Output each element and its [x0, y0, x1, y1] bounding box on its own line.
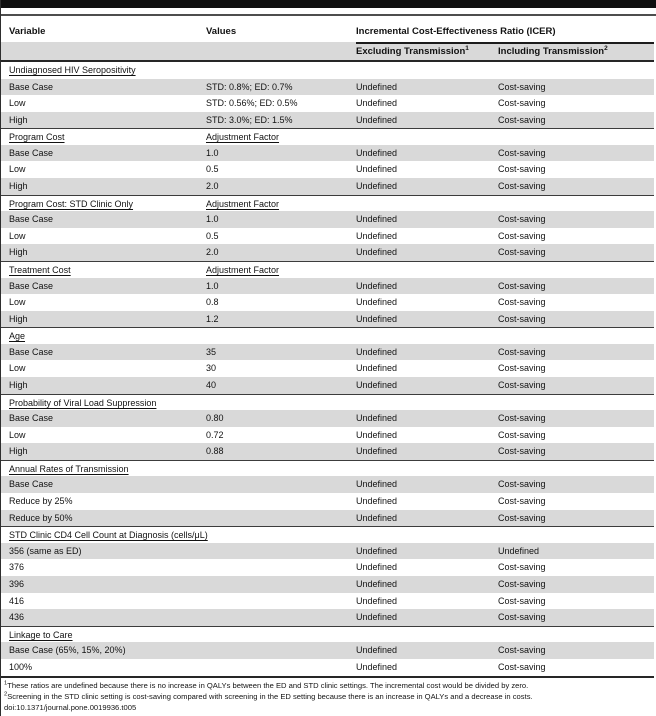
cell-including-transmission: Cost-saving: [498, 446, 546, 457]
cell-variable: Base Case: [9, 346, 54, 357]
cell-variable: High: [9, 446, 28, 457]
cell-value: 40: [206, 379, 217, 390]
cell-excluding-transmission: Undefined: [356, 512, 398, 523]
cell-excluding-transmission: Undefined: [356, 346, 398, 357]
section-row: [1, 62, 654, 79]
cell-variable: Base Case: [9, 479, 54, 490]
section-title: Annual Rates of Transmission: [9, 463, 129, 474]
cell-excluding-transmission: Undefined: [356, 230, 398, 241]
cell-variable: Base Case: [9, 280, 54, 291]
cell-variable: 356 (same as ED): [9, 545, 82, 556]
table-row: [1, 344, 654, 361]
cell-value: 0.8: [206, 297, 219, 308]
table-body: [1, 62, 656, 675]
cell-including-transmission: Cost-saving: [498, 379, 546, 390]
table-row: [1, 244, 654, 261]
table-row: [1, 228, 654, 245]
section-title: STD Clinic CD4 Cell Count at Diagnosis (cells/μL): [9, 530, 208, 541]
cell-including-transmission: Cost-saving: [498, 429, 546, 440]
cell-excluding-transmission: Undefined: [356, 297, 398, 308]
cell-variable: High: [9, 181, 28, 192]
cell-variable: Low: [9, 230, 26, 241]
table-row: [1, 476, 654, 493]
table-row: [1, 79, 654, 96]
cell-excluding-transmission: Undefined: [356, 661, 398, 672]
column-header-values: Values: [206, 26, 237, 37]
table-row: [1, 161, 654, 178]
table-row: [1, 278, 654, 295]
footnote-line: $^2$Screening in the STD clinic setting is cost-saving compared with screening in the ED setting because there is an increase in QALYs and a decrease in costs.: [4, 691, 533, 702]
cell-value: 0.72: [206, 429, 224, 440]
cell-variable: High: [9, 247, 28, 258]
cell-variable: Low: [9, 164, 26, 175]
cell-excluding-transmission: Undefined: [356, 114, 398, 125]
top-rule: [1, 14, 656, 16]
section-row: [1, 526, 654, 543]
cell-including-transmission: Cost-saving: [498, 661, 546, 672]
cell-variable: 436: [9, 612, 25, 623]
cell-value: 2.0: [206, 247, 219, 258]
cell-including-transmission: Cost-saving: [498, 346, 546, 357]
cell-value: 0.5: [206, 230, 219, 241]
cell-excluding-transmission: Undefined: [356, 313, 398, 324]
table-row: [1, 576, 654, 593]
cell-excluding-transmission: Undefined: [356, 429, 398, 440]
table-row: [1, 311, 654, 328]
cell-excluding-transmission: Undefined: [356, 363, 398, 374]
section-title: Linkage to Care: [9, 629, 73, 640]
cell-excluding-transmission: Undefined: [356, 645, 398, 656]
cell-excluding-transmission: Undefined: [356, 81, 398, 92]
cell-including-transmission: Cost-saving: [498, 512, 546, 523]
cell-variable: Low: [9, 98, 26, 109]
table-row: [1, 410, 654, 427]
cell-excluding-transmission: Undefined: [356, 164, 398, 175]
excluding-transmission-label: Excluding Transmission: [356, 46, 466, 57]
table-row: [1, 294, 654, 311]
table-row: [1, 593, 654, 610]
footnote-rule: [1, 676, 654, 678]
table-title-band: [1, 0, 656, 8]
cell-value: 0.5: [206, 164, 219, 175]
cell-value: STD: 0.8%; ED: 0.7%: [206, 81, 293, 92]
section-values-label: Adjustment Factor: [206, 264, 280, 275]
cell-including-transmission: Cost-saving: [498, 297, 546, 308]
cell-excluding-transmission: Undefined: [356, 479, 398, 490]
cell-variable: Low: [9, 363, 26, 374]
table-row: [1, 443, 654, 460]
cell-value: STD: 0.56%; ED: 0.5%: [206, 98, 298, 109]
table-row: [1, 493, 654, 510]
cell-excluding-transmission: Undefined: [356, 280, 398, 291]
cell-including-transmission: Cost-saving: [498, 164, 546, 175]
cell-value: 0.88: [206, 446, 224, 457]
cell-excluding-transmission: Undefined: [356, 612, 398, 623]
section-row: [1, 460, 654, 477]
cell-including-transmission: Cost-saving: [498, 98, 546, 109]
section-title: Program Cost: [9, 132, 65, 143]
cell-variable: 376: [9, 562, 25, 573]
cell-excluding-transmission: Undefined: [356, 181, 398, 192]
cell-including-transmission: Cost-saving: [498, 230, 546, 241]
cell-value: 30: [206, 363, 217, 374]
cell-including-transmission: Cost-saving: [498, 413, 546, 424]
section-row: [1, 394, 654, 411]
table-row: [1, 510, 654, 527]
table-row: [1, 95, 654, 112]
section-row: [1, 195, 654, 212]
cell-value: 1.2: [206, 313, 219, 324]
table-row: [1, 427, 654, 444]
including-transmission-label: Including Transmission: [498, 46, 605, 57]
section-values-label: Adjustment Factor: [206, 198, 280, 209]
section-row: [1, 626, 654, 643]
footnote-mark: 2: [4, 691, 8, 698]
cell-value: 2.0: [206, 181, 219, 192]
cell-including-transmission: Cost-saving: [498, 81, 546, 92]
table-row: [1, 642, 654, 659]
section-title: Age: [9, 331, 26, 342]
section-row: [1, 327, 654, 344]
cell-including-transmission: Cost-saving: [498, 280, 546, 291]
table-row: [1, 377, 654, 394]
table-row: [1, 112, 654, 129]
cell-including-transmission: Cost-saving: [498, 479, 546, 490]
cell-including-transmission: Cost-saving: [498, 313, 546, 324]
cell-excluding-transmission: Undefined: [356, 147, 398, 158]
table-row: [1, 659, 654, 676]
cell-variable: Base Case (65%, 15%, 20%): [9, 645, 126, 656]
cell-including-transmission: Undefined: [498, 545, 540, 556]
cell-including-transmission: Cost-saving: [498, 214, 546, 225]
cell-including-transmission: Cost-saving: [498, 247, 546, 258]
section-row: [1, 261, 654, 278]
footnotes: [4, 680, 654, 714]
cell-excluding-transmission: Undefined: [356, 446, 398, 457]
cell-variable: Reduce by 50%: [9, 512, 73, 523]
footnote-line: doi:10.1371/journal.pone.0019936.t005: [4, 703, 137, 713]
section-title: Undiagnosed HIV Seropositivity: [9, 65, 136, 75]
cell-including-transmission: Cost-saving: [498, 147, 546, 158]
cell-including-transmission: Cost-saving: [498, 612, 546, 623]
column-header-variable: Variable: [9, 26, 46, 37]
cell-excluding-transmission: Undefined: [356, 496, 398, 507]
cell-variable: Base Case: [9, 214, 54, 225]
cell-variable: 416: [9, 595, 25, 606]
cell-excluding-transmission: Undefined: [356, 562, 398, 573]
cell-including-transmission: Cost-saving: [498, 363, 546, 374]
cell-including-transmission: Cost-saving: [498, 595, 546, 606]
column-header-icer-group: Incremental Cost-Effectiveness Ratio (ICER): [356, 26, 556, 37]
section-title: Treatment Cost: [9, 264, 71, 275]
cell-variable: High: [9, 114, 28, 125]
cell-excluding-transmission: Undefined: [356, 247, 398, 258]
section-values-label: Adjustment Factor: [206, 132, 280, 143]
cell-excluding-transmission: Undefined: [356, 578, 398, 589]
cell-excluding-transmission: Undefined: [356, 595, 398, 606]
table-row: [1, 609, 654, 626]
table-row: [1, 543, 654, 560]
cell-variable: Low: [9, 297, 26, 308]
cell-including-transmission: Cost-saving: [498, 114, 546, 125]
cell-variable: High: [9, 313, 28, 324]
excluding-transmission-footnote-mark: 1: [465, 44, 469, 52]
cell-including-transmission: Cost-saving: [498, 496, 546, 507]
table-row: [1, 178, 654, 195]
cell-variable: 100%: [9, 661, 33, 672]
table-row: [1, 211, 654, 228]
cell-including-transmission: Cost-saving: [498, 181, 546, 192]
table-row: [1, 360, 654, 377]
cell-variable: Reduce by 25%: [9, 496, 73, 507]
table-subheader-row: [1, 42, 654, 60]
column-header-excluding-transmission: [356, 42, 469, 61]
cell-variable: Low: [9, 429, 26, 440]
cell-excluding-transmission: Undefined: [356, 413, 398, 424]
cell-variable: Base Case: [9, 81, 54, 92]
section-title: Probability of Viral Load Suppression: [9, 397, 157, 408]
column-header-including-transmission: [498, 42, 608, 61]
cell-variable: 396: [9, 578, 25, 589]
section-row: [1, 128, 654, 145]
footnote-line: $^1$These ratios are undefined because there is no increase in QALYs between the ED and STD clinic settings. The incremental cost would be divided by zero.: [4, 680, 529, 690]
cell-variable: Base Case: [9, 413, 54, 424]
cell-value: 1.0: [206, 147, 219, 158]
cell-value: 1.0: [206, 214, 219, 225]
cell-excluding-transmission: Undefined: [356, 379, 398, 390]
cell-including-transmission: Cost-saving: [498, 578, 546, 589]
table-row: [1, 145, 654, 162]
section-title: Program Cost: STD Clinic Only: [9, 198, 134, 209]
cell-variable: High: [9, 379, 28, 390]
cell-variable: Base Case: [9, 147, 54, 158]
cell-excluding-transmission: Undefined: [356, 98, 398, 109]
footnote-mark: 1: [4, 680, 8, 687]
including-transmission-footnote-mark: 2: [604, 44, 608, 52]
cell-including-transmission: Cost-saving: [498, 645, 546, 656]
cell-excluding-transmission: Undefined: [356, 214, 398, 225]
cell-including-transmission: Cost-saving: [498, 562, 546, 573]
cell-value: STD: 3.0%; ED: 1.5%: [206, 114, 293, 125]
cell-value: 35: [206, 346, 217, 357]
cell-value: 0.80: [206, 413, 224, 424]
cell-value: 1.0: [206, 280, 219, 291]
cell-excluding-transmission: Undefined: [356, 545, 398, 556]
table-row: [1, 559, 654, 576]
